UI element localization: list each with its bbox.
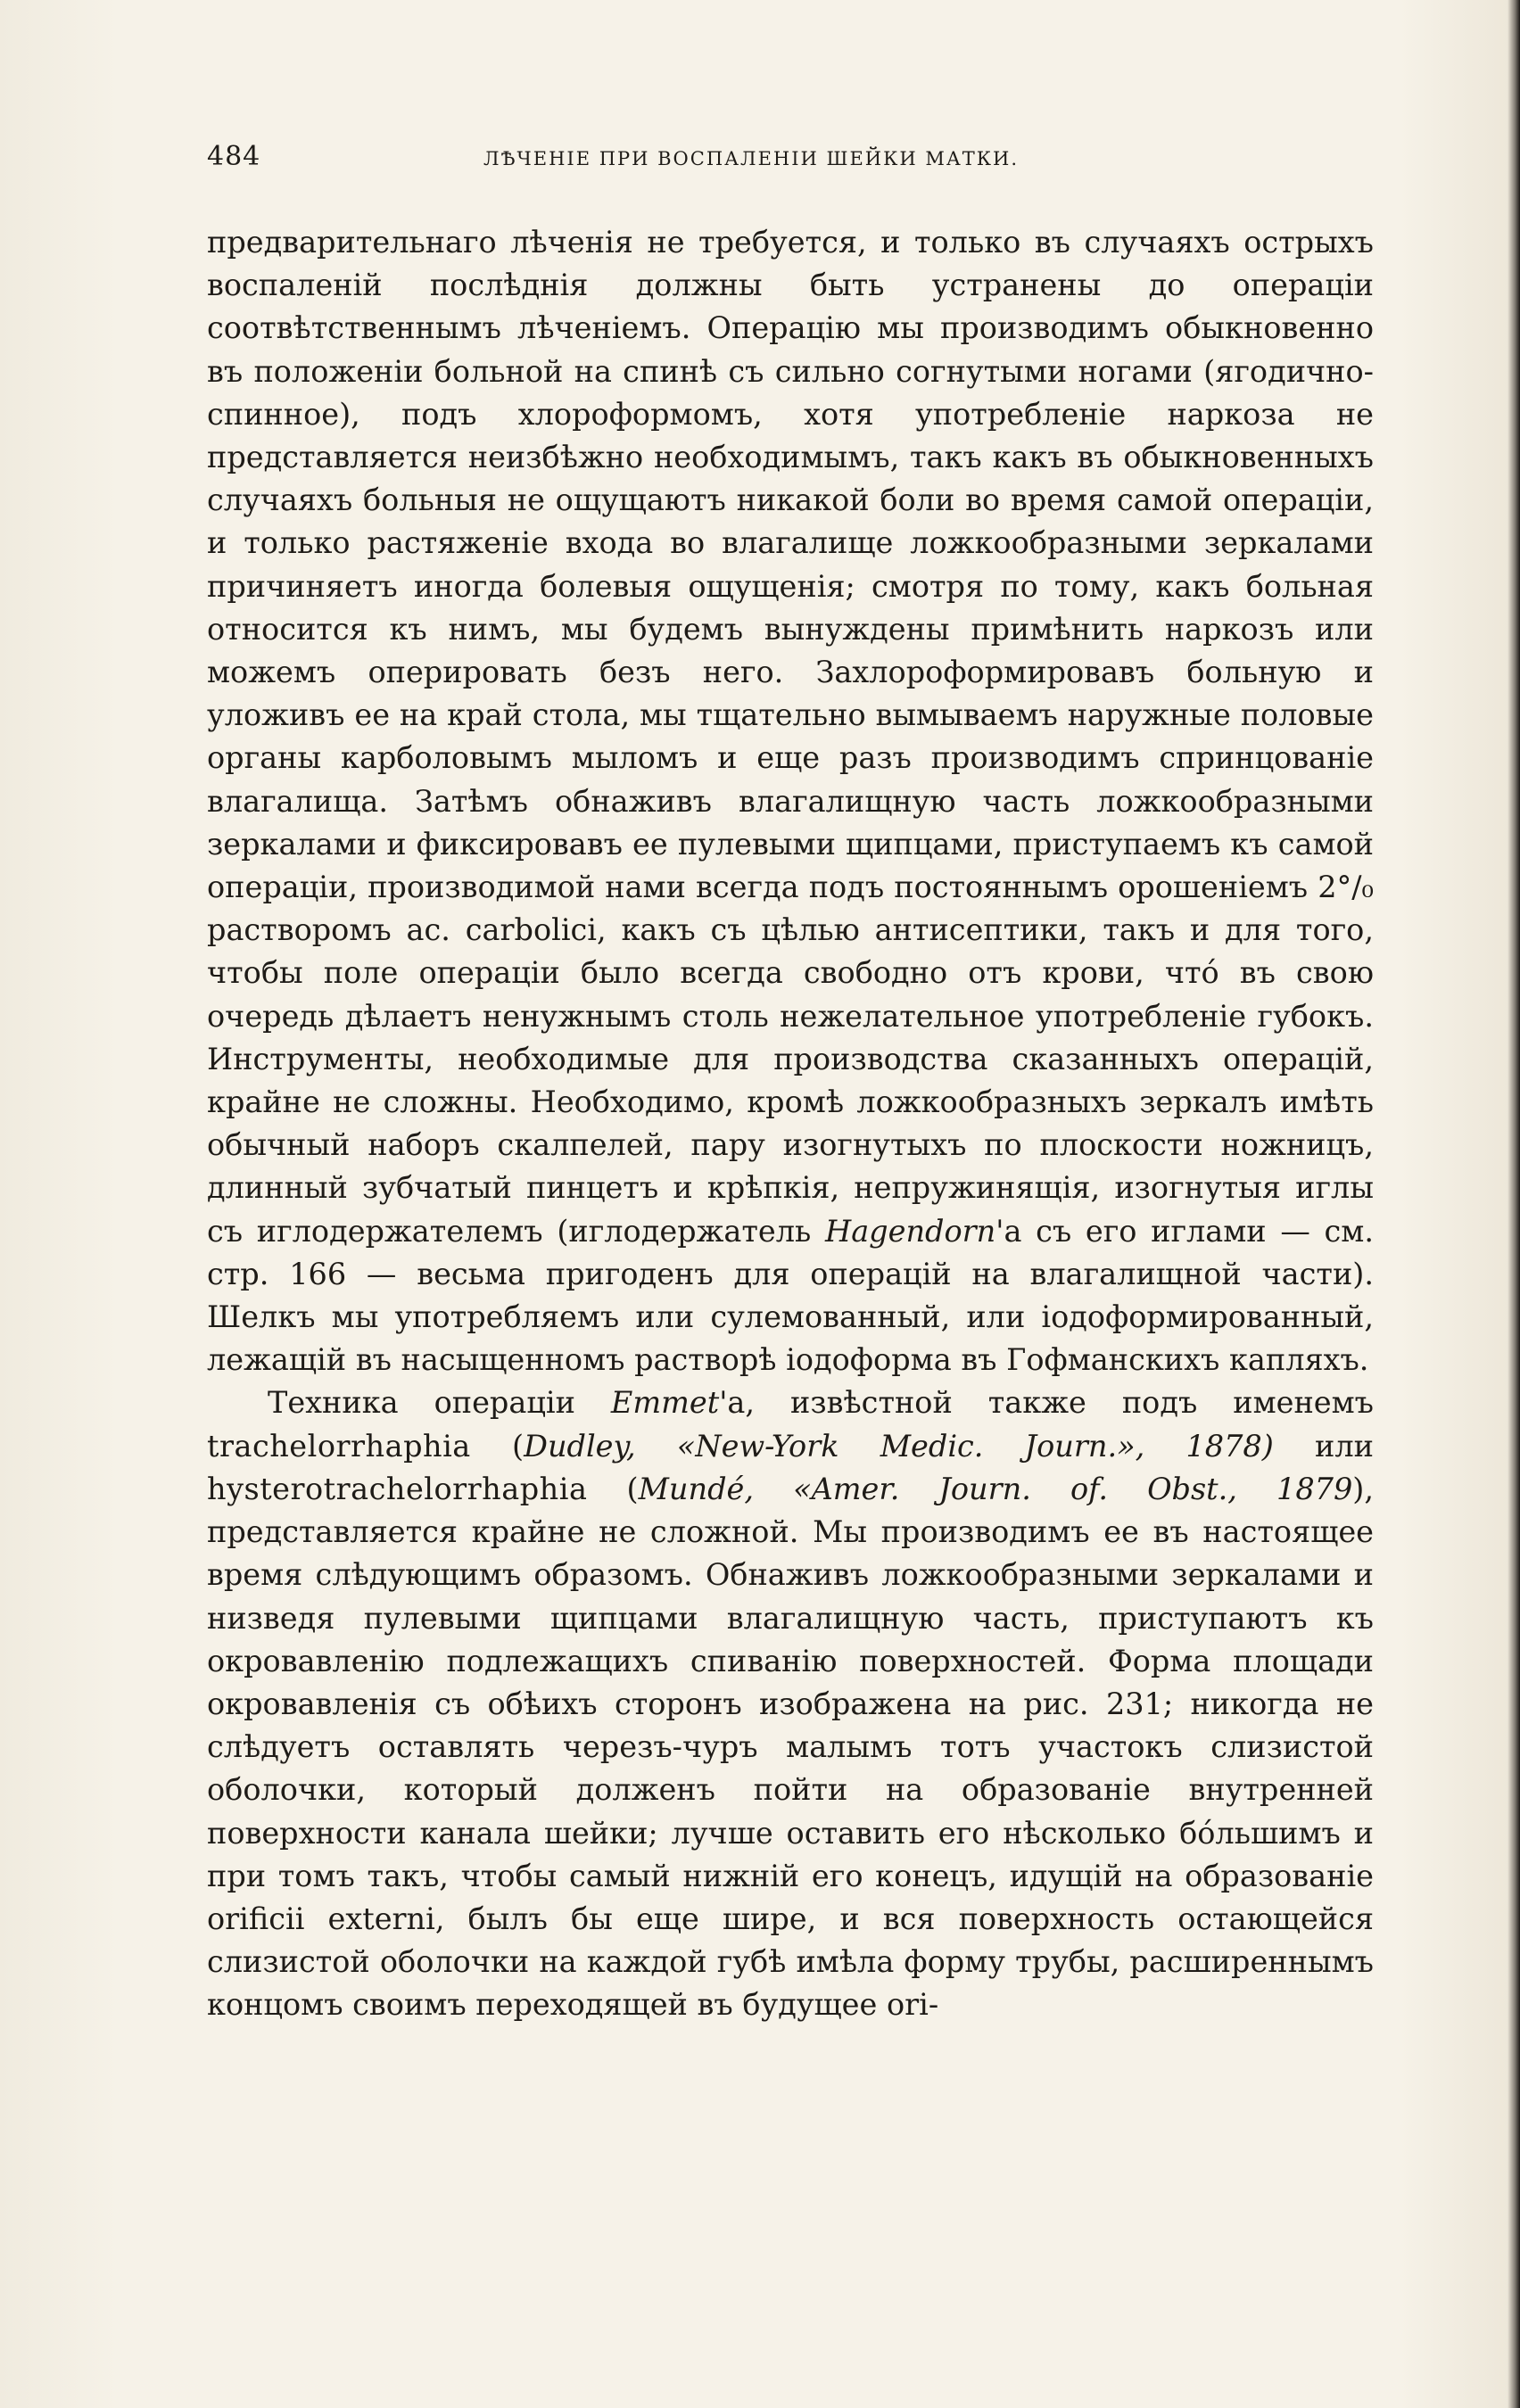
paragraph-text: 'а съ его иглами — см. стр. 166 — весьма пригоденъ для операцій на влагалищной части). Шелкъ мы употребляемъ или сулемованный, или іодоформированный, лежащій въ насыщенномъ растворѣ іодоформа въ Гофманскихъ капляхъ. (207, 1213, 1374, 1378)
paragraph (207, 1381, 1374, 2026)
latin-term: hysterotrachelorrhaphia (207, 1471, 588, 1506)
author-name: Hagendorn (824, 1213, 996, 1249)
paragraph-text: ( (470, 1428, 525, 1464)
page-number: 484 (207, 141, 261, 172)
running-title: ЛѢЧЕНІЕ ПРИ ВОСПАЛЕНІИ ШЕЙКИ МАТКИ. (483, 148, 1020, 169)
paragraph-text: 'а, извѣстной также подъ именемъ (719, 1385, 1374, 1421)
author-name: Emmet (610, 1385, 720, 1421)
paragraph-text: или (1273, 1428, 1374, 1464)
paragraph-text: предварительнаго лѣченія не требуется, и только въ случаяхъ острыхъ воспаленій послѣднія должны быть устранены до операціи соотвѣтственнымъ лѣченіемъ. Операцію мы производимъ обыкновенно въ положеніи больной на спинѣ съ сильно согнутыми ногами (ягодично-спинное), подъ хлороформомъ, хотя употребленіе наркоза не представляется неизбѣжно необходимымъ, такъ какъ въ обыкновенныхъ случаяхъ больныя не ощущаютъ никакой боли во время самой операціи, и только растяженіе входа во влагалище ложкообразными зеркалами причиняетъ иногда болевыя ощущенія; смотря по тому, какъ больная относится къ нимъ, мы будемъ вынуждены примѣнить наркозъ или можемъ оперировать безъ него. Захлороформировавъ больную и уложивъ ее на край стола, мы тщательно вымываемъ наружные половые органы карболовымъ мыломъ и еще разъ производимъ спринцованіе влагалища. Затѣмъ обнаживъ влагалищную часть ложкообразными зеркалами и фиксировавъ ее пулевыми щипцами, приступаемъ къ самой операціи, производимой нами всегда подъ постояннымъ орошеніемъ 2°/₀ растворомъ ac. carbolici, какъ съ цѣлью антисептики, такъ и для того, чтобы поле операціи было всегда свободно отъ крови, что́ въ свою очередь дѣлаетъ ненужнымъ столь нежелательное употребленіе губокъ. Инструменты, необходимые для производства сказанныхъ операцій, крайне не сложны. Необходимо, кромѣ ложкообразныхъ зеркалъ имѣть обычный наборъ скалпелей, пару изогнутыхъ по плоскости ножницъ, длинный зубчатый пинцетъ и крѣпкія, непружинящія, изогнутыя иглы съ иглодержателемъ (иглодержатель (207, 225, 1374, 1249)
latin-term: trachelorrhaphia (207, 1428, 471, 1464)
paragraph-text: ( (587, 1471, 639, 1506)
page-edge-shadow (1508, 0, 1520, 2408)
page-header (207, 141, 1374, 177)
body-text (207, 221, 1374, 2027)
paragraph (207, 221, 1374, 1381)
paragraph-text: ), представляется крайне не сложной. Мы производимъ ее въ настоящее время слѣдующимъ образомъ. Обнаживъ ложкообразными зеркалами и низведя пулевыми щипцами влагалищную часть, приступаютъ къ окровавленію подлежащихъ спиванію поверхностей. Форма площади окровавленія съ обѣихъ сторонъ изображена на рис. 231; никогда не слѣдуетъ оставлять черезъ-чуръ малымъ тотъ участокъ слизистой оболочки, который долженъ пойти на образованіе внутренней поверхности канала шейки; лучше оставить его нѣсколько бо́льшимъ и при томъ такъ, чтобы самый нижній его конецъ, идущій на образованіе orificii externi, былъ бы еще шире, и вся поверхность остающейся слизистой оболочки на каждой губѣ имѣла форму трубы, расширеннымъ концомъ своимъ переходящей въ будущее ori- (207, 1471, 1374, 2023)
citation: Dudley, «New-York Medic. Journ.», 1878) (524, 1428, 1274, 1464)
citation: Mundé, «Amer. Journ. of. Obst., 1879 (638, 1471, 1353, 1506)
paragraph-text: Техника операціи (268, 1385, 611, 1421)
